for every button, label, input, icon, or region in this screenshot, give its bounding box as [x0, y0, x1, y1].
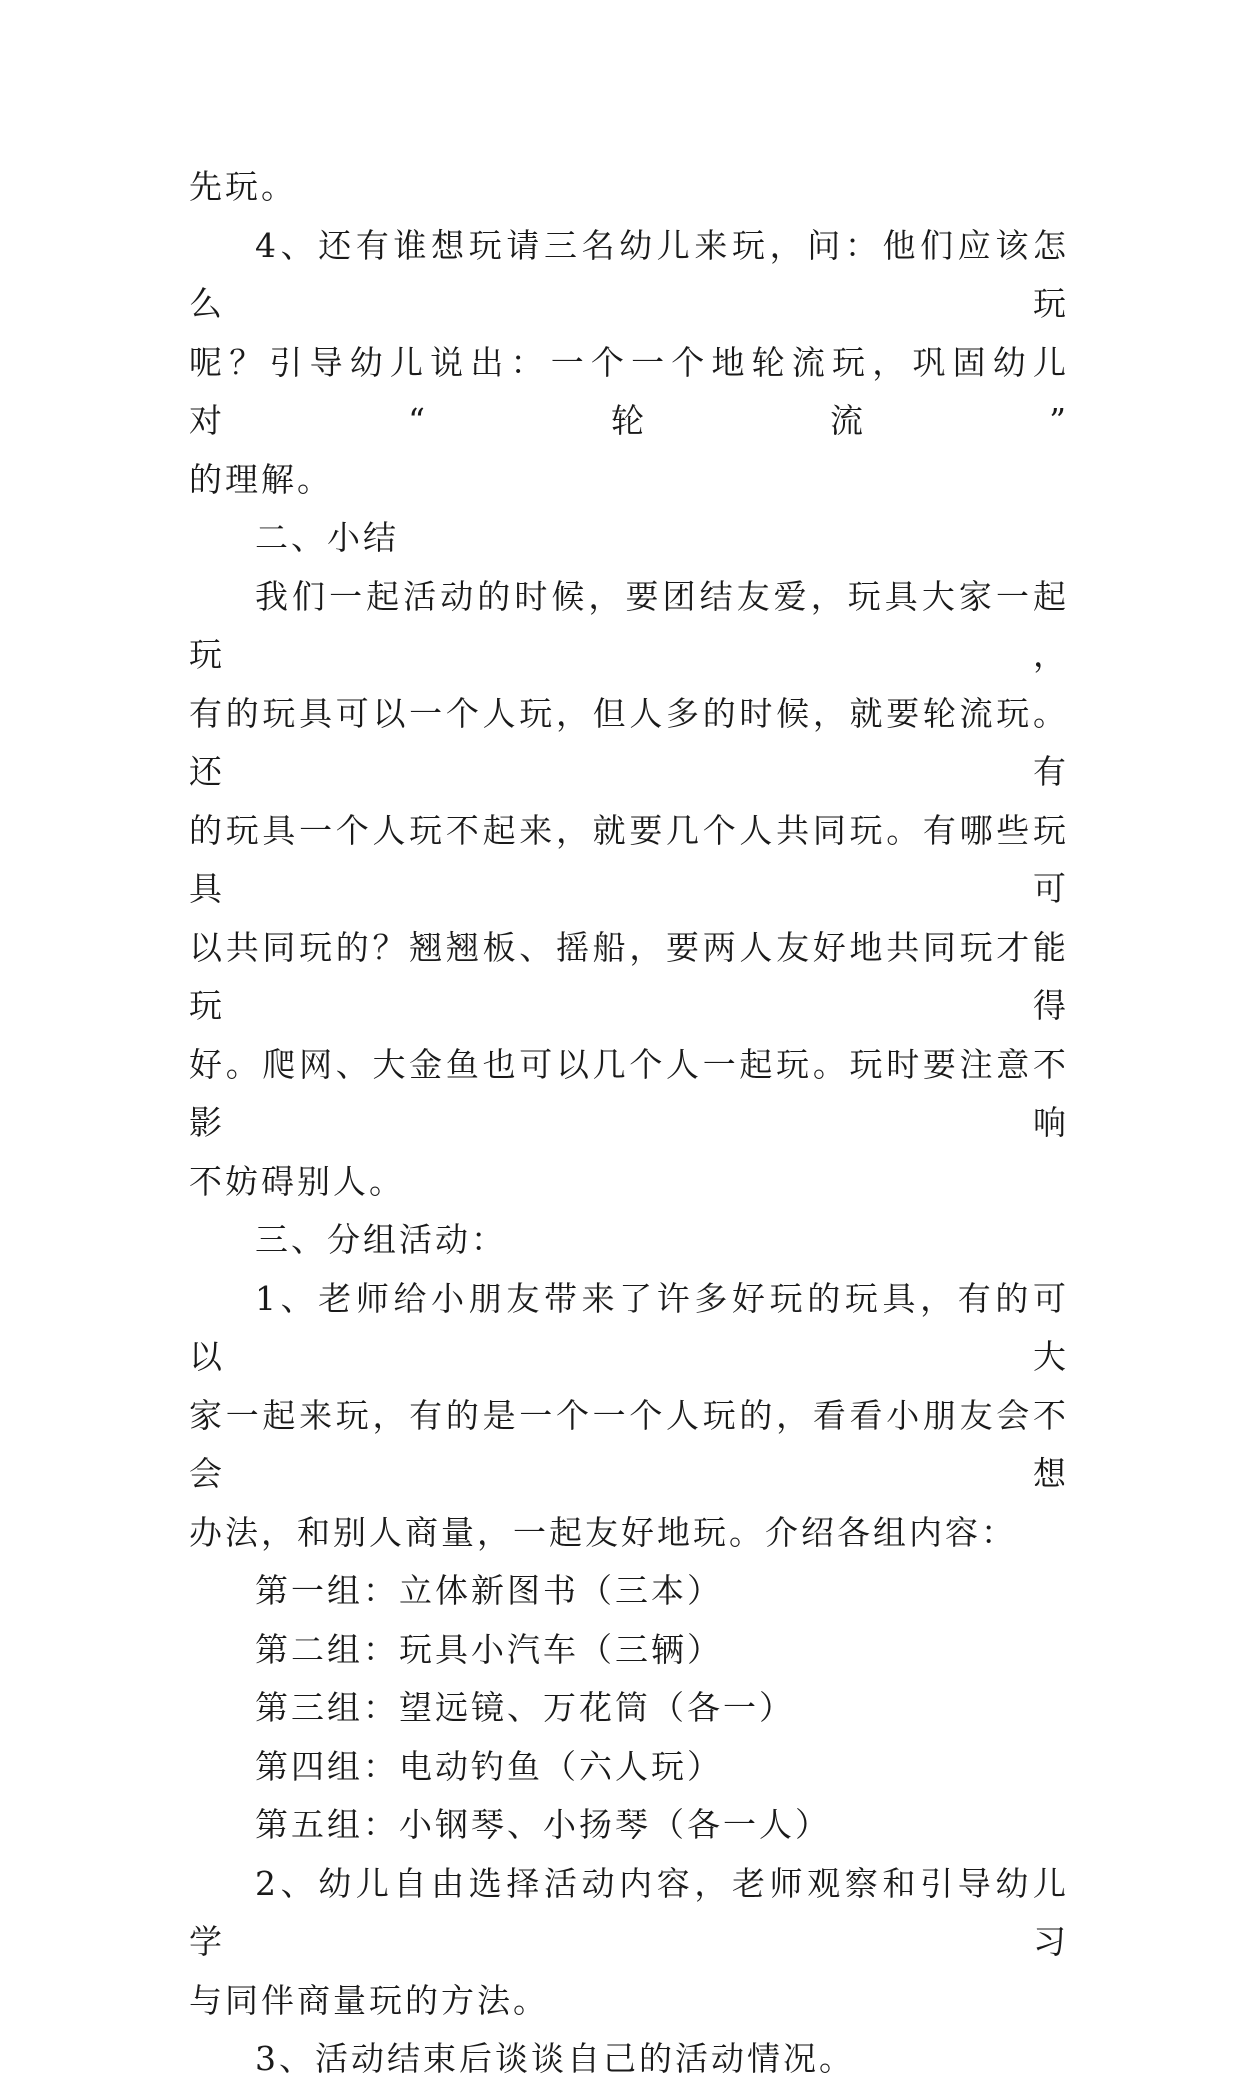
- paragraph: [189, 2030, 1069, 2089]
- section-heading: [189, 509, 1069, 568]
- text-line: 2、幼儿自由选择活动内容，老师观察和引导幼儿学习: [189, 1863, 1069, 1961]
- document-body: [189, 158, 1069, 2089]
- text-line: 好。爬网、大金鱼也可以几个人一起玩。玩时要注意不影响: [189, 1044, 1069, 1142]
- text-line: 第五组：小钢琴、小扬琴（各一人）: [255, 1805, 831, 1844]
- text-line: 呢？引导幼儿说出：一个一个地轮流玩，巩固幼儿对“轮流”: [189, 342, 1069, 440]
- text-line: 第三组：望远镜、万花筒（各一）: [255, 1688, 795, 1727]
- group-item: [189, 1679, 1069, 1738]
- text-line: 的理解。: [189, 459, 333, 499]
- text-line: 的玩具一个人玩不起来，就要几个人共同玩。有哪些玩具可: [189, 810, 1069, 908]
- text-line: 三、分组活动：: [255, 1220, 507, 1259]
- text-line: 第一组：立体新图书（三本）: [255, 1571, 723, 1610]
- paragraph: [189, 158, 1069, 217]
- group-item: [189, 1796, 1069, 1855]
- text-line: 有的玩具可以一个人玩，但人多的时候，就要轮流玩。还有: [189, 693, 1069, 791]
- section-heading: [189, 1211, 1069, 1270]
- text-line: 1、老师给小朋友带来了许多好玩的玩具，有的可以大: [189, 1278, 1069, 1376]
- paragraph: [189, 568, 1069, 1212]
- text-line: 办法，和别人商量，一起友好地玩。介绍各组内容：: [189, 1512, 1017, 1552]
- text-line: 不妨碍别人。: [189, 1161, 405, 1201]
- text-line: 我们一起活动的时候，要团结友爱，玩具大家一起玩，: [189, 576, 1069, 674]
- group-item: [189, 1562, 1069, 1621]
- text-line: 与同伴商量玩的方法。: [189, 1980, 549, 2020]
- text-line: 第四组：电动钓鱼（六人玩）: [255, 1746, 723, 1786]
- text-line: 家一起来玩，有的是一个一个人玩的，看看小朋友会不会想: [189, 1395, 1069, 1493]
- paragraph: [189, 1855, 1069, 2031]
- group-item: [189, 1621, 1069, 1680]
- text-line: 4、还有谁想玩请三名幼儿来玩，问：他们应该怎么玩: [189, 225, 1069, 323]
- paragraph: [189, 1270, 1069, 1563]
- text-line: 二、小结: [255, 518, 399, 557]
- text-line: 第二组：玩具小汽车（三辆）: [255, 1629, 723, 1669]
- text-line: 以共同玩的？翘翘板、摇船，要两人友好地共同玩才能玩得: [189, 927, 1069, 1025]
- text-line: 先玩。: [189, 167, 297, 206]
- text-line: 3、活动结束后谈谈自己的活动情况。: [255, 2039, 855, 2078]
- group-item: [189, 1738, 1069, 1797]
- paragraph: [189, 217, 1069, 510]
